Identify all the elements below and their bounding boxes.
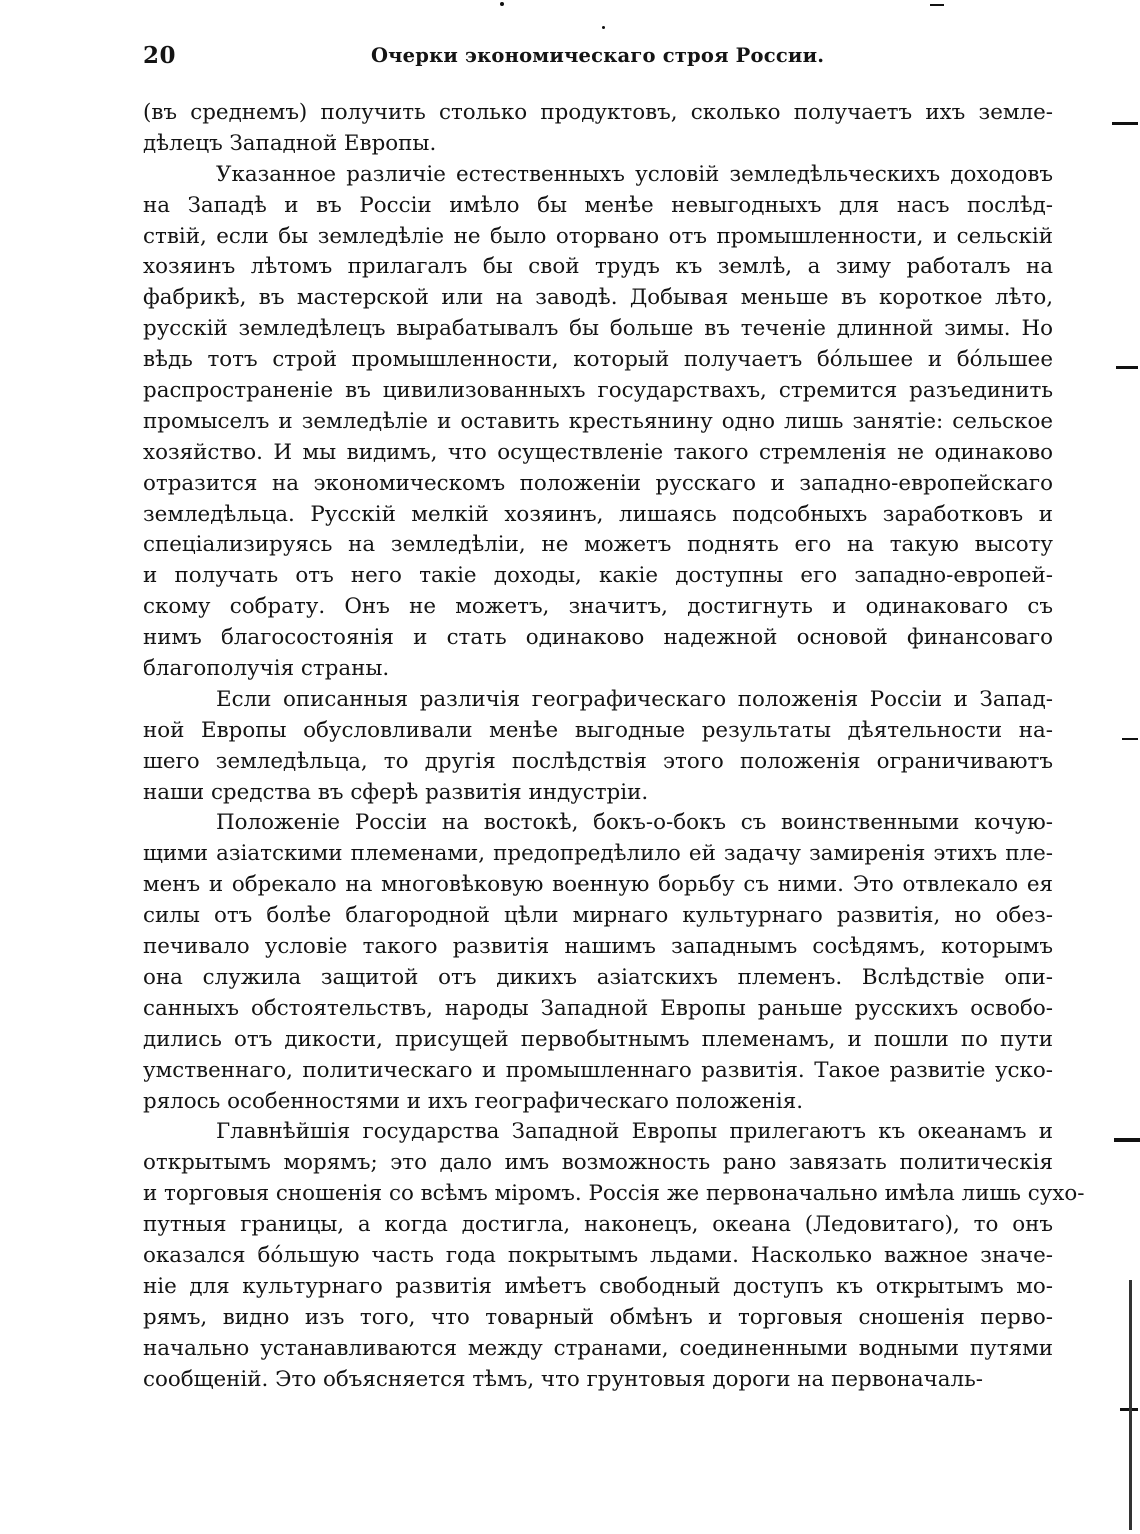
text-line: Если описанныя различія географическаго положенія Россіи и Запад- — [216, 686, 1053, 712]
page-number: 20 — [143, 42, 177, 69]
text-line: благополучія страны. — [143, 656, 390, 682]
text-line: дѣлецъ Западной Европы. — [143, 130, 437, 156]
text-line: щими азіатскими племенами, предопредѣлило ей задачу замиренія этихъ пле- — [143, 841, 1053, 867]
text-line: ствій, если бы земледѣліе не было оторвано отъ промышленности, и сельскій — [143, 223, 1053, 249]
text-line: и торговыя сношенія со всѣмъ міромъ. Россія же первоначально имѣла лишь сухо- — [143, 1181, 1085, 1207]
text-line: промыселъ и земледѣліе и оставить крестьянину одно лишь занятіе: сельское — [143, 408, 1053, 434]
text-line: санныхъ обстоятельствъ, народы Западной Европы раньше русскихъ освобо- — [143, 995, 1053, 1021]
text-line: начально устанавливаются между странами, соединенными водными путями — [143, 1335, 1053, 1361]
edge-rule — [1129, 1280, 1132, 1530]
text-line: рялось особенностями и ихъ географическаго положенія. — [143, 1088, 804, 1114]
text-line: хозяйство. И мы видимъ, что осуществленіе такого стремленія не одинаково — [143, 439, 1053, 465]
text-line: русскій земледѣлецъ вырабатывалъ бы больше въ теченіе длинной зимы. Но — [143, 316, 1053, 342]
page-header — [143, 42, 1048, 78]
text-line: шего земледѣльца, то другія послѣдствія этого положенія ограничиваютъ — [143, 748, 1053, 774]
text-line: (въ среднемъ) получить столько продуктовъ, сколько получаетъ ихъ земле- — [143, 100, 1053, 125]
running-title: Очерки экономическаго строя России. — [371, 44, 825, 67]
text-line: вѣдь тотъ строй промышленности, который получаетъ бóльшее и бóльшее — [143, 347, 1053, 373]
text-line: наши средства въ сферѣ развитія индустріи. — [143, 779, 649, 805]
text-line: сообщеній. Это объясняется тѣмъ, что грунтовыя дороги на первоначаль- — [143, 1366, 983, 1392]
margin-mark — [1112, 122, 1138, 125]
margin-mark — [1116, 366, 1138, 369]
text-line: распространеніе въ цивилизованныхъ государствахъ, стремится разъединить — [143, 378, 1053, 404]
text-line: печивало условіе такого развитія нашимъ западнымъ сосѣдямъ, которымъ — [143, 934, 1053, 960]
text-line: ной Европы обусловливали менѣе выгодные результаты дѣятельности на- — [143, 717, 1053, 743]
text-line: открытымъ морямъ; это дало имъ возможность рано завязать политическія — [143, 1150, 1053, 1176]
text-line: Положеніе Россіи на востокѣ, бокъ-о-бокъ съ воинственными кочую- — [216, 810, 1053, 836]
text-line: ніе для культурнаго развитія имѣетъ свободный доступъ къ открытымъ мо- — [143, 1273, 1053, 1299]
text-line: рямъ, видно изъ того, что товарный обмѣнъ и торговыя сношенія перво- — [143, 1304, 1053, 1330]
text-line: путныя границы, а когда достигла, наконецъ, океана (Ледовитаго), то онъ — [143, 1212, 1053, 1238]
text-line: менъ и обрекало на многовѣковую военную борьбу съ ними. Это отвлекало ея — [143, 872, 1053, 898]
text-line: оказался бóльшую часть года покрытымъ льдами. Насколько важное значе- — [143, 1242, 1053, 1268]
text-line: нимъ благосостоянія и стать одинаково надежной основой финансоваго — [143, 625, 1053, 651]
margin-mark — [602, 26, 605, 29]
margin-mark — [930, 4, 944, 6]
body-text — [143, 98, 1085, 1395]
text-line: и получать отъ него такіе доходы, какіе доступны его западно-европей- — [143, 563, 1053, 589]
text-line: силы отъ болѣе благородной цѣли мирнаго культурнаго развитія, но обез- — [143, 903, 1053, 929]
text-line: умственнаго, политическаго и промышленнаго развитія. Такое развитіе уско- — [143, 1057, 1053, 1083]
text-line: хозяинъ лѣтомъ прилагалъ бы свой трудъ къ землѣ, а зиму работалъ на — [143, 254, 1053, 280]
text-line: фабрикѣ, въ мастерской или на заводѣ. Добывая меньше въ короткое лѣто, — [143, 285, 1053, 311]
margin-mark — [500, 2, 504, 6]
text-line: дились отъ дикости, присущей первобытнымъ племенамъ, и пошли по пути — [143, 1026, 1053, 1052]
text-line: Указанное различіе естественныхъ условій земледѣльческихъ доходовъ — [216, 161, 1053, 187]
text-line: она служила защитой отъ дикихъ азіатскихъ племенъ. Вслѣдствіе опи- — [143, 964, 1053, 990]
text-line: скому собрату. Онъ не можетъ, значитъ, достигнуть и одинаковаго съ — [143, 594, 1053, 620]
text-line: земледѣльца. Русскій мелкій хозяинъ, лишаясь подсобныхъ заработковъ и — [143, 501, 1053, 527]
text-line: Главнѣйшія государства Западной Европы прилегаютъ къ океанамъ и — [216, 1119, 1053, 1145]
text-line: на Западѣ и въ Россіи имѣло бы менѣе невыгодныхъ для насъ послѣд- — [143, 192, 1053, 218]
margin-mark — [1122, 738, 1138, 740]
text-line: спеціализируясь на земледѣліи, не можетъ поднять его на такую высоту — [143, 532, 1053, 558]
margin-mark — [1114, 1138, 1140, 1142]
text-line: отразится на экономическомъ положеніи русскаго и западно-европейскаго — [143, 470, 1053, 496]
